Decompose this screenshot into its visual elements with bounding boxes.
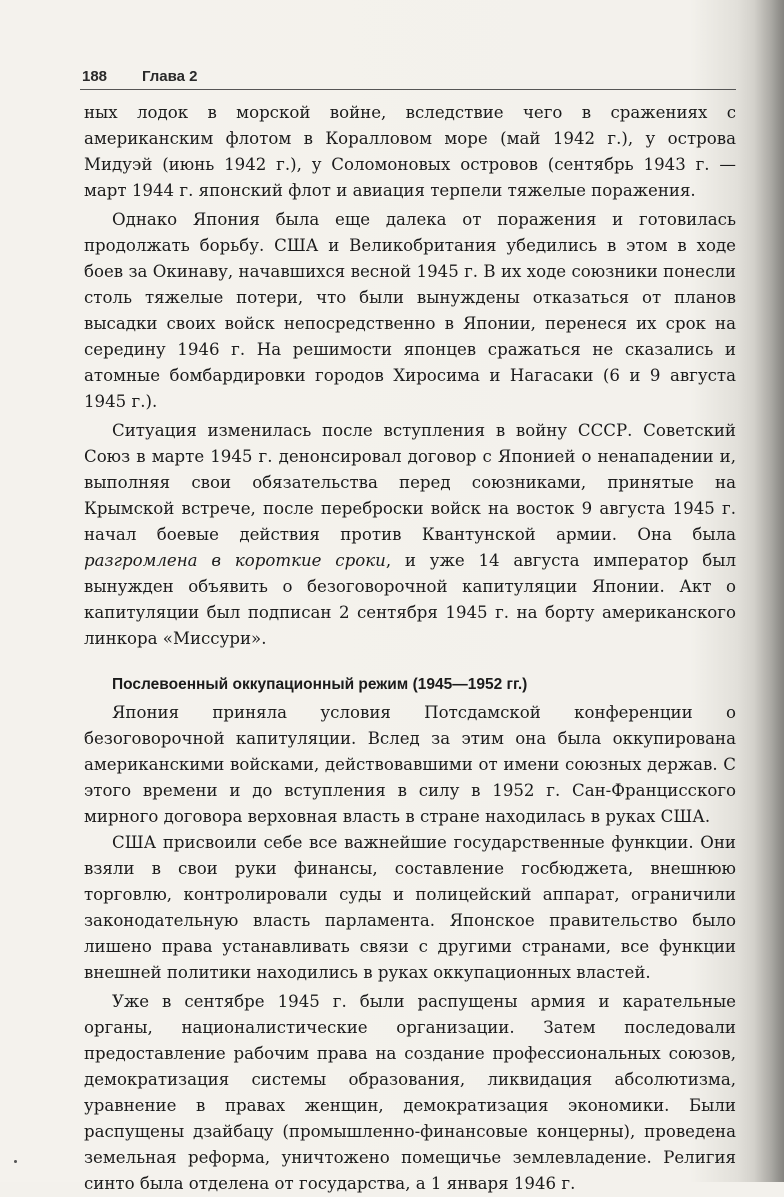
paragraph: США присвоили себе все важнейшие государственные функции. Они взяли в свои руки финансы, составление госбюджета, внешнюю торговлю, контролировали суды и полицейский аппарат, ограничили законодательную власть парламента. Японское правительство было лишено права устанавливать связи с другими странами, все функции внешней политики находились в руках оккупационных властей.: [84, 833, 736, 982]
paragraph-text: , и уже 14 августа император был вынужден объявить о безоговорочной капитуляции Японии. Акт о капитуляции был подписан 2 сентября 1945 г. на борту американского линкора «Миссури».: [84, 551, 736, 648]
italic-phrase: разгромлена в короткие сроки: [84, 551, 386, 570]
page-number: 188: [82, 68, 108, 85]
chapter-title: Глава 2: [142, 68, 198, 85]
paragraph: Однако Япония была еще далека от поражения и готовилась продолжать борьбу. США и Великобритания убедились в этом в ходе боев за Окинаву, начавшихся весной 1945 г. В их ходе союзники понесли столь тяжелые потери, что были вынуждены отказаться от планов высадки своих войск непосредственно в Японии, перенеся их срок на середину 1946 г. На решимости японцев сражаться не сказались и атомные бомбардировки городов Хиросима и Нагасаки (6 и 9 августа 1945 г.).: [84, 210, 736, 411]
running-header: [80, 64, 736, 90]
paragraph: Уже в сентябре 1945 г. были распущены армия и карательные органы, националистические организации. Затем последовали предоставление рабочим права на создание профессиональных союзов, демократизация системы образования, ликвидация абсолютизма, уравнение в правах женщин, демократизация экономики. Были распущены дзайбацу (промышленно-финансовые концерны), проведена земельная реформа, уничтожено помещичье землевладение. Религия синто была отделена от государства, а 1 января 1946 г.: [84, 992, 736, 1193]
print-speck: [14, 1160, 17, 1163]
section-heading: Послевоенный оккупационный режим (1945—1952 гг.): [112, 676, 528, 693]
header-rule: [80, 89, 736, 90]
paragraph: Япония приняла условия Потсдамской конференции о безоговорочной капитуляции. Вслед за этим она была оккупирована американскими войсками, действовавшими от имени союзных держав. С этого времени и до вступления в силу в 1952 г. Сан-Францисского мирного договора верховная власть в стране находилась в руках США.: [84, 703, 736, 826]
paragraph-text: Ситуация изменилась после вступления в войну СССР. Советский Союз в марте 1945 г. денонсировал договор с Японией о ненападении и, выполняя свои обязательства перед союзниками, принятые на Крымской встрече, после переброски войск на восток 9 августа 1945 г. начал боевые действия против Квантунской армии. Она была: [84, 421, 736, 544]
paragraph: [84, 418, 736, 652]
body-text: [84, 100, 736, 1197]
page-edge-shadow: [754, 0, 784, 1182]
paragraph: ных лодок в морской войне, вследствие чего в сражениях с американским флотом в Коралловом море (май 1942 г.), у острова Мидуэй (июнь 1942 г.), у Соломоновых островов (сентябрь 1943 г. — март 1944 г. японский флот и авиация терпели тяжелые поражения.: [84, 103, 736, 200]
